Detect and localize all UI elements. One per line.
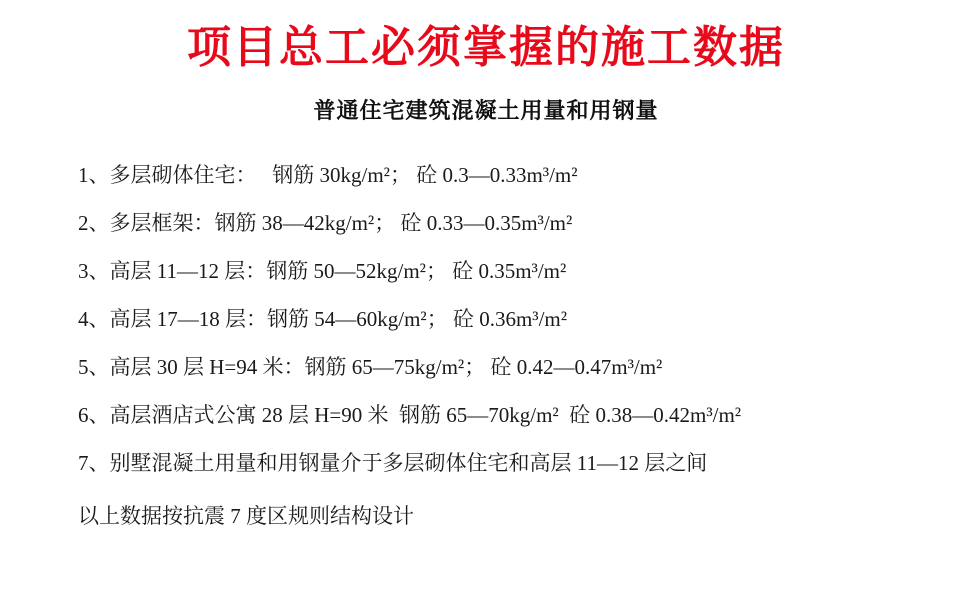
list-item	[78, 439, 932, 487]
list-item-rebar: 钢筋 30kg/m²；	[272, 163, 411, 188]
list-item	[78, 199, 932, 247]
list-item	[78, 295, 932, 343]
list-item-label: 高层 11—12 层：	[109, 259, 267, 284]
list-item-rebar: 钢筋 54—60kg/m²；	[267, 307, 448, 332]
list-item	[78, 391, 932, 439]
list-item-index: 5、	[78, 355, 110, 380]
list-item-concrete: 砼 0.3—0.33m³/m²	[416, 163, 578, 188]
list-item-index: 2、	[78, 211, 110, 236]
list-item-concrete: 砼 0.33—0.35m³/m²	[400, 211, 573, 236]
list-item-concrete: 砼 0.36m³/m²	[452, 307, 568, 332]
list-item-index: 4、	[78, 307, 110, 332]
list-item-rebar: 钢筋 50—52kg/m²；	[266, 259, 447, 284]
list-item-label: 多层砌体住宅：	[109, 163, 257, 188]
list-item-label: 高层 30 层 H=94 米：	[109, 355, 305, 380]
list-item-label: 多层框架：	[109, 211, 215, 236]
list-item-index: 1、	[78, 163, 110, 188]
list-item-rebar: 钢筋 65—75kg/m²；	[304, 355, 486, 380]
list-item-index: 6、	[78, 403, 110, 428]
list-item	[78, 247, 932, 295]
footnote: 以上数据按抗震 7 度区规则结构设计	[78, 504, 414, 529]
list-item-concrete: 砼 0.42—0.47m³/m²	[490, 355, 663, 380]
list-item-rebar: 钢筋 38—42kg/m²；	[214, 211, 396, 236]
list-item-index: 3、	[78, 259, 110, 284]
list-item-rebar: 钢筋 65—70kg/m²	[399, 403, 559, 428]
list-item	[78, 151, 932, 199]
list-item-label: 高层酒店式公寓 28 层 H=90 米	[109, 403, 389, 428]
list-item-concrete: 砼 0.38—0.42m³/m²	[569, 403, 742, 428]
data-list	[0, 151, 972, 487]
list-item-label: 别墅混凝土用量和用钢量介于多层砌体住宅和高层 11—12 层之间	[109, 451, 708, 476]
list-item	[78, 343, 932, 391]
page-subtitle: 普通住宅建筑混凝土用量和用钢量	[313, 99, 659, 125]
page-title: 项目总工必须掌握的施工数据	[187, 22, 785, 73]
list-item-concrete: 砼 0.35m³/m²	[452, 259, 567, 284]
list-item-index: 7、	[78, 451, 110, 476]
list-item-label: 高层 17—18 层：	[109, 307, 267, 332]
